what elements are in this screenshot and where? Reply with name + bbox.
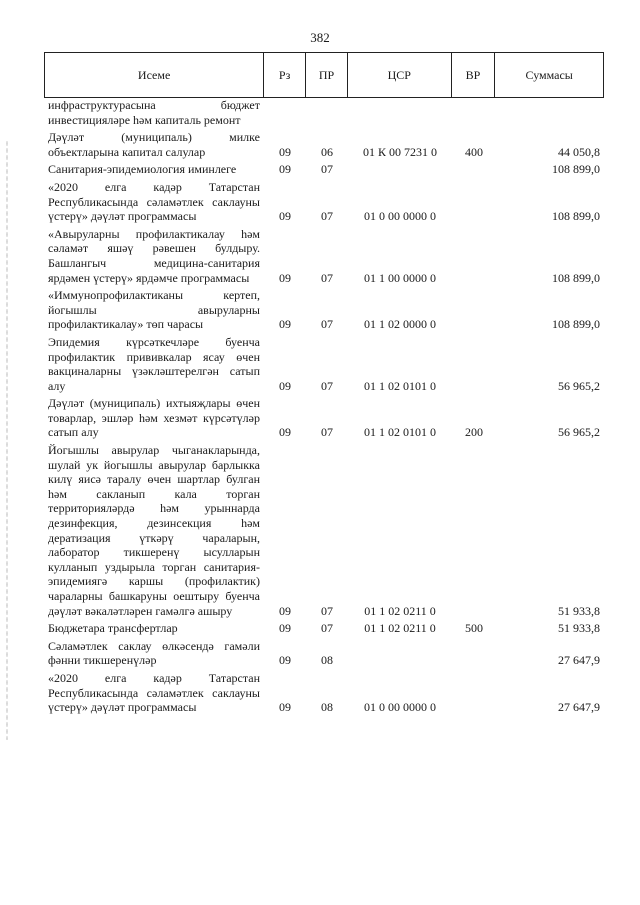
row-vr: 200 — [465, 425, 483, 440]
row-name: «Авыруларны профилактикалау һәм сәламәт яшәү рәвешен булдыру. Башлангыч медицина-санитария ярдәмен үстерү» ярдәмче программасы — [48, 226, 260, 285]
column-header-rz: Рз — [264, 53, 306, 97]
table-row — [44, 671, 604, 715]
row-rz: 09 — [279, 621, 291, 636]
row-rz: 09 — [279, 144, 291, 159]
row-name: Дәүләт (муниципаль) милке объектларына капитал салулар — [48, 130, 260, 159]
column-header-csr: ЦСР — [348, 53, 452, 97]
row-rz: 09 — [279, 700, 291, 715]
table-row — [44, 335, 604, 393]
row-rz: 09 — [279, 162, 291, 177]
row-rz: 09 — [279, 425, 291, 440]
row-sum: 56 965,2 — [558, 378, 600, 393]
table-row — [44, 288, 604, 332]
column-header-sum: Суммасы — [525, 67, 573, 82]
row-name: Бюджетара трансфертлар — [48, 621, 178, 636]
row-sum: 108 899,0 — [552, 209, 600, 224]
row-rz: 09 — [279, 209, 291, 224]
row-name: «2020 елга кадәр Татарстан Республикасында сәламәтлек саклауны үстерү» дәүләт программасы — [48, 670, 260, 715]
table-row — [44, 443, 604, 618]
row-name: Санитария-эпидемиология иминлеге — [48, 162, 237, 177]
column-header-pr: ПР — [306, 53, 348, 97]
row-pr: 07 — [321, 317, 333, 332]
row-vr: 500 — [465, 621, 483, 636]
table-row — [44, 227, 604, 285]
table-row — [44, 180, 604, 224]
row-csr: 01 1 02 0000 0 — [364, 317, 436, 332]
row-csr: 01 1 02 0101 0 — [364, 425, 436, 440]
row-sum: 44 050,8 — [558, 144, 600, 159]
row-pr: 07 — [321, 209, 333, 224]
row-pr: 07 — [321, 378, 333, 393]
table-row — [44, 130, 604, 159]
table-body — [44, 98, 604, 718]
row-name: Йогышлы авырулар чыганакларында, шулай ук йогышлы авырулар барлыкка килү яисә таралу өчен шартлар булган һәм сакланып кала торган территорияләрдә һәм урыннарда дезинфекция, дезинсекция һәм дератизация үткәрү чараларын, лаборатор тикшеренү ысулларын кулланып уздырыла торган санитария-эпидемиягә каршы (профилактик) чараларны башкаруны оештыру буенча дәүләт вәкаләтләрен гамәлгә ашыру — [48, 443, 260, 618]
row-rz: 09 — [279, 378, 291, 393]
row-csr: 01 0 00 0000 0 — [364, 209, 436, 224]
row-pr: 08 — [321, 653, 333, 668]
row-name: «2020 елга кадәр Татарстан Республикасында сәламәтлек саклауны үстерү» дәүләт программасы — [48, 179, 260, 224]
column-header-vr: ВР — [452, 53, 496, 97]
row-sum: 27 647,9 — [558, 653, 600, 668]
row-sum: 56 965,2 — [558, 425, 600, 440]
row-vr: 400 — [465, 144, 483, 159]
table-row — [44, 639, 604, 668]
row-csr: 01 1 02 0211 0 — [364, 603, 436, 618]
row-pr: 07 — [321, 270, 333, 285]
row-sum: 51 933,8 — [558, 621, 600, 636]
table-row — [44, 162, 604, 177]
row-name: Дәүләт (муниципаль) ихтыяҗлары өчен товарлар, эшләр һәм хезмәт күрсәтүләр сатып алу — [48, 396, 260, 440]
row-sum: 51 933,8 — [558, 603, 600, 618]
row-pr: 08 — [321, 700, 333, 715]
row-pr: 07 — [321, 603, 333, 618]
table-row — [44, 396, 604, 440]
row-name: Сәламәтлек саклау өлкәсендә гамәли фәнни тикшеренүләр — [48, 638, 260, 668]
page-number: 382 — [310, 30, 330, 45]
row-csr: 01 1 02 0211 0 — [364, 621, 436, 636]
row-csr: 01 1 00 0000 0 — [364, 270, 436, 285]
row-rz: 09 — [279, 603, 291, 618]
row-csr: 01 1 02 0101 0 — [364, 378, 436, 393]
row-rz: 09 — [279, 270, 291, 285]
row-rz: 09 — [279, 653, 291, 668]
row-sum: 108 899,0 — [552, 317, 600, 332]
row-sum: 108 899,0 — [552, 270, 600, 285]
row-pr: 06 — [321, 144, 333, 159]
row-pr: 07 — [321, 425, 333, 440]
row-pr: 07 — [321, 621, 333, 636]
binding-margin-dots — [6, 140, 8, 740]
row-sum: 27 647,9 — [558, 700, 600, 715]
row-rz: 09 — [279, 317, 291, 332]
row-sum: 108 899,0 — [552, 162, 600, 177]
row-pr: 07 — [321, 162, 333, 177]
table-row — [44, 621, 604, 636]
table-header — [44, 52, 604, 98]
row-name: Эпидемия күрсәткечләре буенча профилактик прививкалар ясау өчен вакциналарны үзәкләштерелгән сатып алу — [48, 334, 260, 393]
table-row — [44, 98, 604, 127]
column-header-name: Исеме — [45, 53, 264, 97]
row-name: «Иммунопрофилактиканы кертеп, йогышлы авыруларны профилактикалау» төп чарасы — [48, 288, 260, 332]
row-name: инфраструктурасына бюджет инвестицияләре һәм капиталь ремонт — [48, 98, 260, 127]
row-csr: 01 0 00 0000 0 — [364, 700, 436, 715]
row-csr: 01 К 00 7231 0 — [362, 144, 437, 159]
